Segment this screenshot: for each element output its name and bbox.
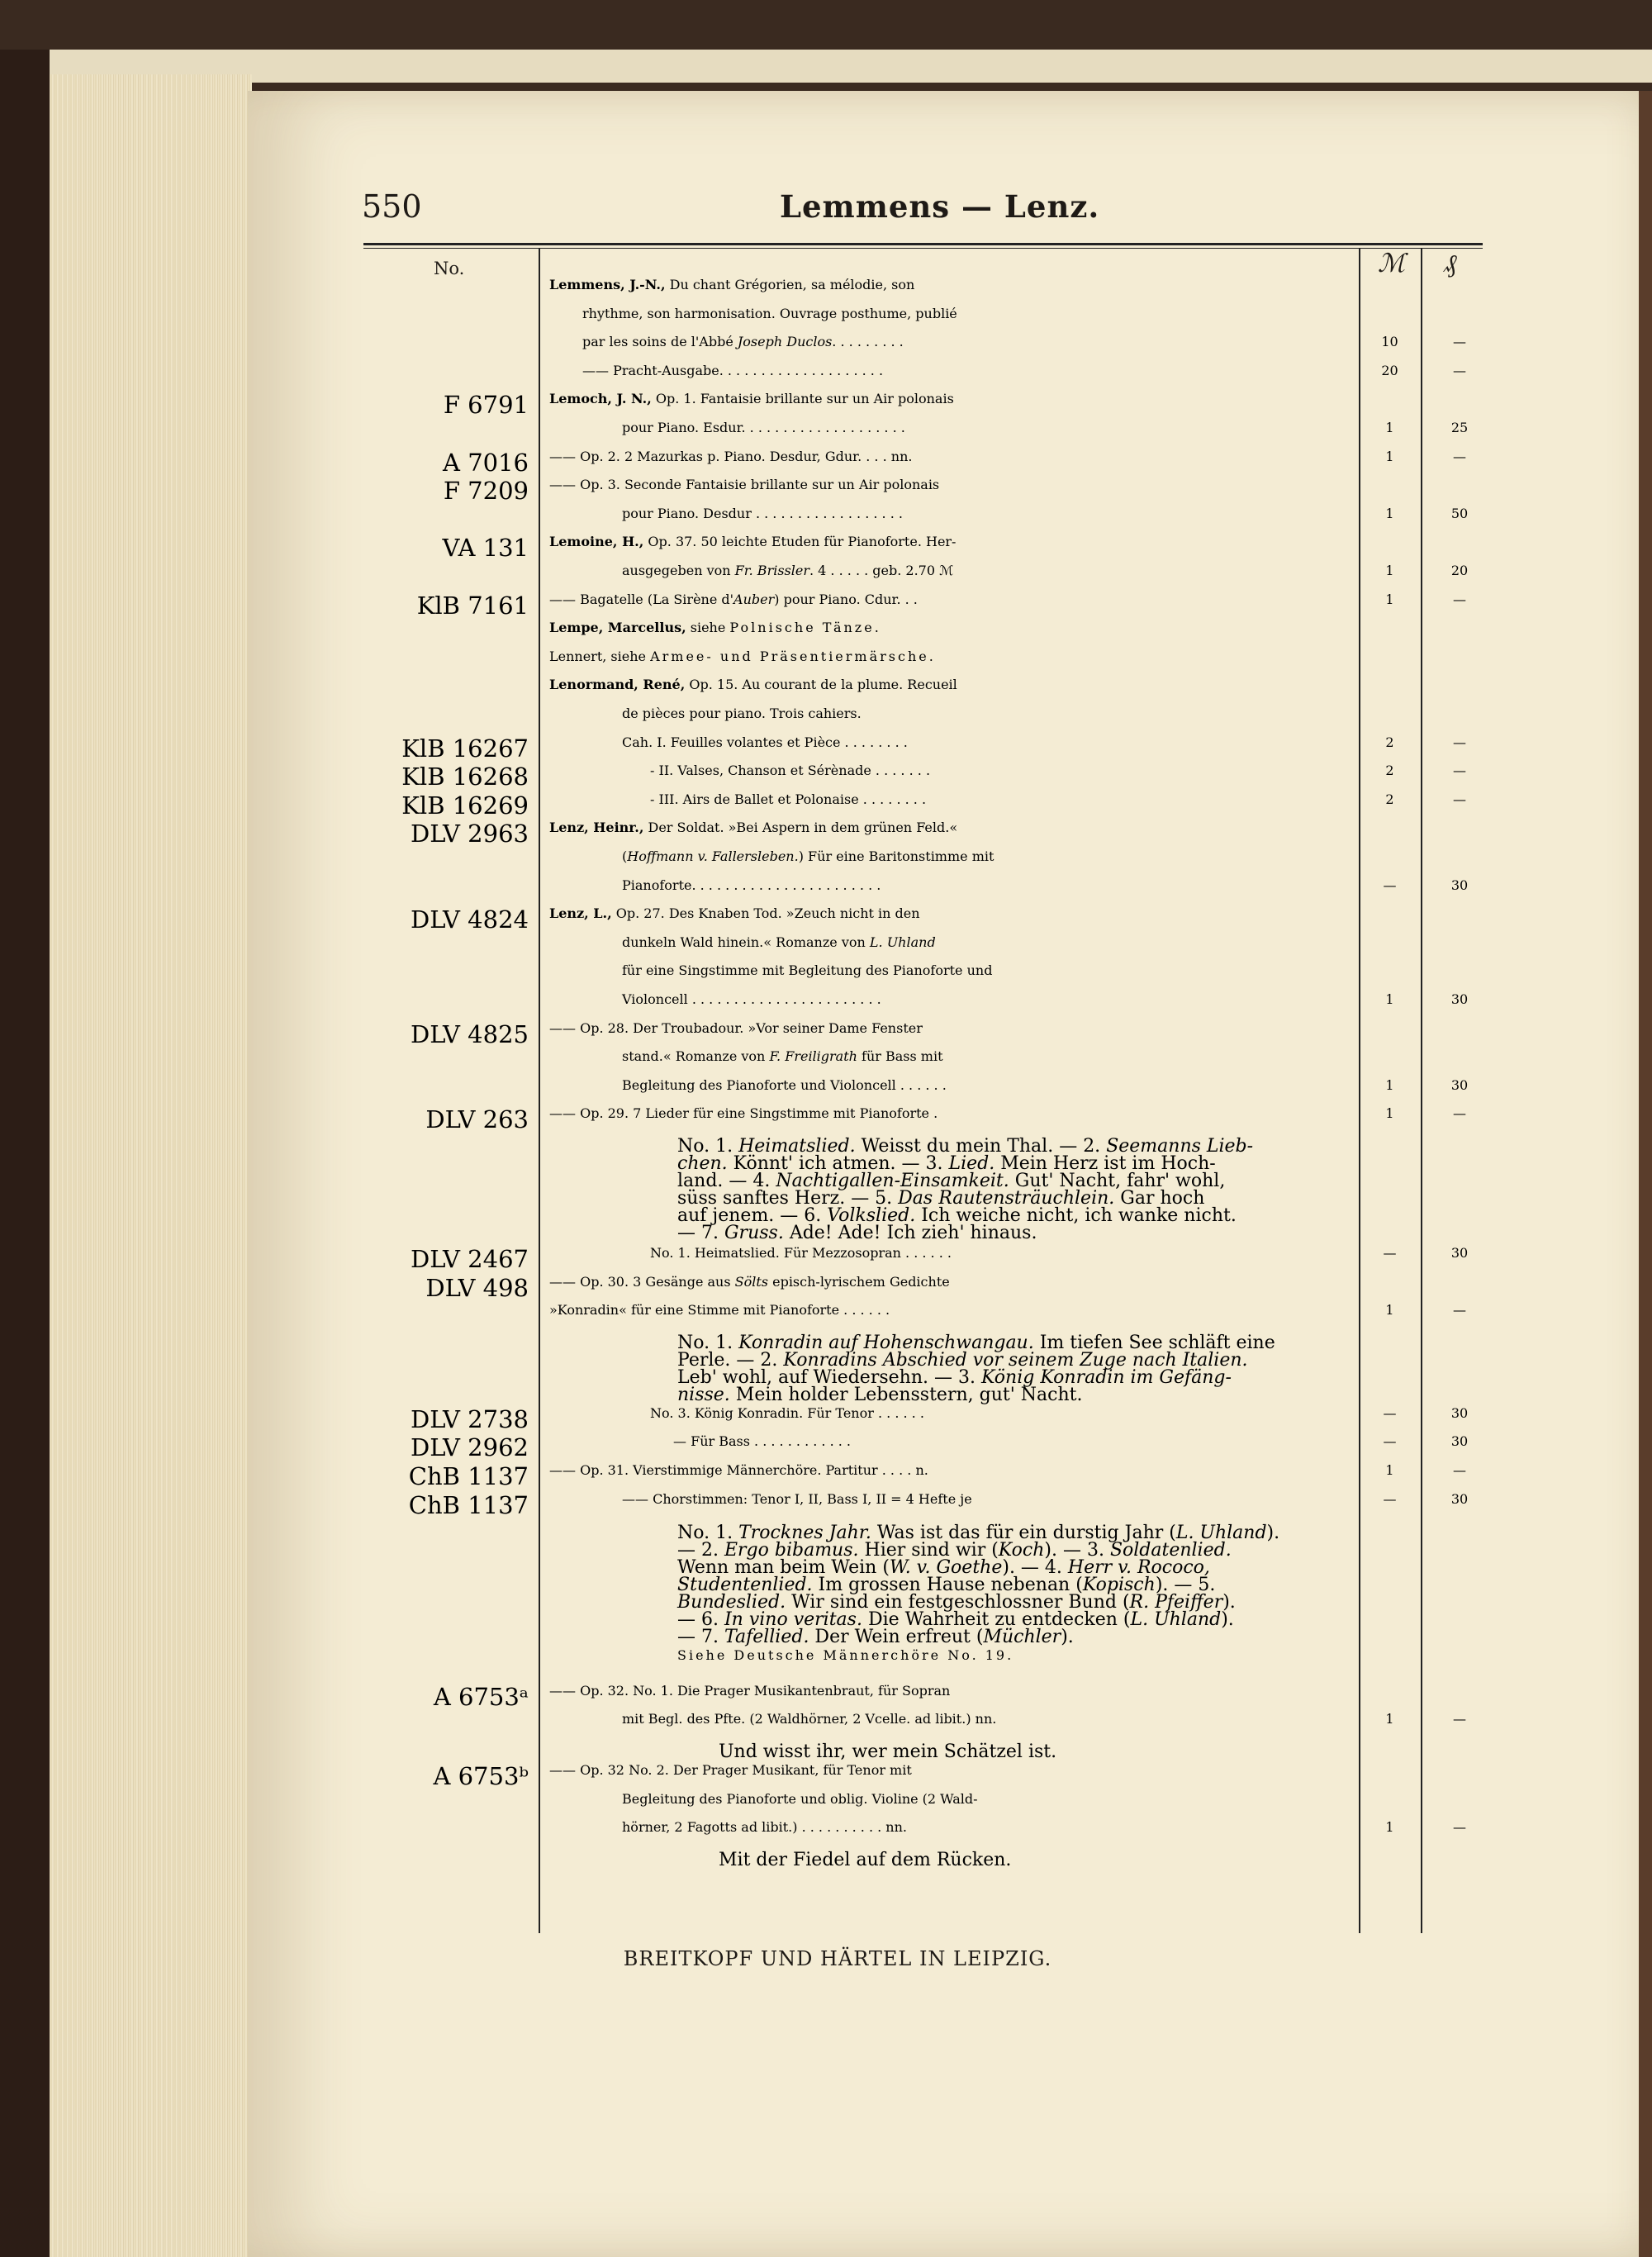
footnote-line: — 2. Ergo bibamus. Hier sind wir (Koch). — 3. Soldatenlied. bbox=[677, 1540, 1232, 1561]
catalog-number: ChB 1137 bbox=[408, 1462, 529, 1490]
entry-text: —— Op. 29. 7 Lieder für eine Singstimme mit Pianoforte . bbox=[549, 1105, 938, 1122]
column-header-pf: ₰ bbox=[1444, 249, 1457, 278]
entry-text: Lenormand, René, Op. 15. Au courant de la plume. Recueil bbox=[549, 677, 957, 693]
price-mark: 1 bbox=[1385, 591, 1394, 607]
footnote-line: nisse. Mein holder Lebensstern, gut' Nacht. bbox=[677, 1384, 1083, 1405]
entry-text: Begleitung des Pianoforte und Violoncell . . . . . . bbox=[622, 1076, 947, 1093]
footnote-line: No. 1. Trocknes Jahr. Was ist das für ein durstig Jahr (L. Uhland). bbox=[677, 1523, 1280, 1544]
price-mark: 2 bbox=[1385, 763, 1394, 779]
entry-text: Lemoch, J. N., Op. 1. Fantaisie brillante sur un Air polonais bbox=[549, 391, 954, 407]
entry-text: (Hoffmann v. Fallersleben.) Für eine Baritonstimme mit bbox=[622, 848, 995, 864]
price-pf: 30 bbox=[1450, 1076, 1469, 1093]
footnote-line: chen. Könnt' ich atmen. — 3. Lied. Mein Herz ist im Hoch- bbox=[677, 1153, 1216, 1174]
footnote-line: Studentenlied. Im grossen Hause nebenan (Kopisch). — 5. bbox=[677, 1575, 1216, 1596]
catalog-number: ChB 1137 bbox=[408, 1490, 529, 1519]
price-mark: 1 bbox=[1385, 563, 1394, 578]
footnote-line: No. 1. Konradin auf Hohenschwangau. Im tiefen See schläft eine bbox=[677, 1332, 1275, 1353]
catalog-number: DLV 4825 bbox=[410, 1019, 529, 1048]
footnote-line: — 7. Tafellied. Der Wein erfreut (Müchler). bbox=[677, 1627, 1074, 1648]
entry-text: Cah. I. Feuilles volantes et Pièce . . . . . . . . bbox=[622, 734, 908, 750]
price-pf: — bbox=[1453, 362, 1466, 378]
entry-text: pour Piano. Desdur . . . . . . . . . . . . . . . . . . bbox=[622, 505, 903, 521]
entry-text: par les soins de l'Abbé Joseph Duclos. . . . . . . . . bbox=[582, 334, 904, 350]
entry-text: No. 3. König Konradin. Für Tenor . . . . . . bbox=[650, 1404, 924, 1421]
entry-text: Violoncell . . . . . . . . . . . . . . . . . . . . . . . bbox=[622, 991, 881, 1007]
price-mark: 1 bbox=[1385, 1819, 1394, 1836]
price-mark: 1 bbox=[1385, 991, 1394, 1007]
price-mark: — bbox=[1383, 1433, 1397, 1450]
entry-text: »Konradin« für eine Stimme mit Pianoforte . . . . . . bbox=[549, 1302, 890, 1319]
footnote-line: — 6. In vino veritas. Die Wahrheit zu entdecken (L. Uhland). bbox=[677, 1609, 1234, 1631]
entry-text: — Für Bass . . . . . . . . . . . . bbox=[673, 1433, 852, 1450]
entry-text: - III. Airs de Ballet et Polonaise . . . . . . . . bbox=[650, 791, 927, 807]
entry-text: —— Op. 31. Vierstimmige Männerchöre. Partitur . . . . n. bbox=[549, 1462, 928, 1478]
column-header-no: No. bbox=[434, 259, 465, 278]
catalog-number: F 6791 bbox=[443, 391, 529, 420]
entry-text: —— Op. 2. 2 Mazurkas p. Piano. Desdur, Gdur. . . . nn. bbox=[549, 448, 913, 464]
entry-text: Lenz, Heinr., Der Soldat. »Bei Aspern in dem grünen Feld.« bbox=[549, 820, 958, 836]
entry-text: Lempe, Marcellus, siehe Polnische Tänze. bbox=[549, 620, 879, 636]
footnote-line: Und wisst ihr, wer mein Schätzel ist. bbox=[719, 1741, 1057, 1762]
entry-text: für eine Singstimme mit Begleitung des Pianoforte und bbox=[622, 962, 993, 979]
entry-text: —— Op. 28. Der Troubadour. »Vor seiner Dame Fenster bbox=[549, 1019, 923, 1036]
catalog-number: DLV 2738 bbox=[410, 1404, 529, 1433]
catalog-number: A 7016 bbox=[443, 448, 529, 477]
price-mark: — bbox=[1383, 1404, 1397, 1421]
page-number: 550 bbox=[362, 188, 422, 225]
footnote-line: Wenn man beim Wein (W. v. Goethe). — 4. Herr v. Rococo, bbox=[677, 1557, 1210, 1579]
catalog-number: DLV 2962 bbox=[410, 1433, 529, 1462]
price-pf: 30 bbox=[1450, 991, 1469, 1007]
entry-text: —— Chorstimmen: Tenor I, II, Bass I, II = 4 Hefte je bbox=[622, 1490, 972, 1507]
catalog-number: DLV 263 bbox=[425, 1105, 529, 1134]
price-mark: 2 bbox=[1385, 734, 1394, 750]
publisher-footer bbox=[0, 1947, 1652, 1970]
see-also-reference: Siehe Deutsche Männerchöre No. 19. bbox=[677, 1647, 1014, 1664]
price-mark: 1 bbox=[1385, 1302, 1394, 1319]
price-pf: — bbox=[1453, 1819, 1466, 1836]
entry-text: No. 1. Heimatslied. Für Mezzosopran . . . . . . bbox=[650, 1245, 952, 1261]
price-pf: 30 bbox=[1450, 1490, 1469, 1507]
entry-text: hörner, 2 Fagotts ad libit.) . . . . . . . . . . nn. bbox=[622, 1819, 907, 1836]
entry-text: —— Op. 3. Seconde Fantaisie brillante sur un Air polonais bbox=[549, 477, 940, 493]
entry-text: —— Bagatelle (La Sirène d'Auber) pour Piano. Cdur. . . bbox=[549, 591, 918, 607]
price-mark: — bbox=[1383, 1490, 1397, 1507]
price-pf: 30 bbox=[1450, 1433, 1469, 1450]
footnote-line: süss sanftes Herz. — 5. Das Rautensträuchlein. Gar hoch bbox=[677, 1188, 1205, 1209]
catalog-number: F 7209 bbox=[443, 477, 529, 506]
price-mark: 1 bbox=[1385, 1105, 1394, 1122]
entry-text: Lennert, siehe Armee- und Präsentiermärsche. bbox=[549, 648, 933, 664]
price-mark: 1 bbox=[1385, 448, 1394, 464]
catalog-number: KlB 16268 bbox=[401, 763, 529, 791]
catalog-number: A 6753ᵃ bbox=[433, 1682, 529, 1711]
price-pf: 25 bbox=[1450, 420, 1469, 435]
price-pf: 50 bbox=[1450, 505, 1469, 521]
catalog-number: KlB 16267 bbox=[401, 734, 529, 763]
entry-text: —— Pracht-Ausgabe. . . . . . . . . . . . . . . . . . . . bbox=[582, 362, 884, 378]
entry-text: —— Op. 32. No. 1. Die Prager Musikantenbraut, für Sopran bbox=[549, 1682, 951, 1699]
column-header-mark: ℳ bbox=[1378, 249, 1406, 278]
catalog-number: KlB 16269 bbox=[401, 791, 529, 820]
catalog-number: DLV 498 bbox=[425, 1273, 529, 1302]
footnote-line: — 7. Gruss. Ade! Ade! Ich zieh' hinaus. bbox=[677, 1223, 1037, 1243]
entry-text: —— Op. 30. 3 Gesänge aus Sölts episch-lyrischem Gedichte bbox=[549, 1273, 950, 1290]
catalog-number: DLV 2467 bbox=[410, 1245, 529, 1273]
entry-text: rhythme, son harmonisation. Ouvrage posthume, publié bbox=[582, 305, 957, 321]
price-mark: 10 bbox=[1381, 334, 1398, 350]
entry-text: dunkeln Wald hinein.« Romanze von L. Uhland bbox=[622, 934, 936, 950]
price-pf: — bbox=[1453, 734, 1466, 750]
catalog-number: VA 131 bbox=[442, 534, 529, 563]
price-pf: — bbox=[1453, 1105, 1466, 1122]
column-divider-left bbox=[539, 248, 540, 1933]
header-rule-bottom bbox=[363, 248, 1483, 249]
entry-text: pour Piano. Esdur. . . . . . . . . . . . . . . . . . . . bbox=[622, 420, 905, 435]
catalog-number: A 6753ᵇ bbox=[433, 1762, 529, 1790]
entry-text: Lemoine, H., Op. 37. 50 leichte Etuden für Pianoforte. Her- bbox=[549, 534, 957, 550]
entry-text: Lenz, L., Op. 27. Des Knaben Tod. »Zeuch nicht in den bbox=[549, 905, 920, 922]
entry-text: stand.« Romanze von F. Freiligrath für Bass mit bbox=[622, 1048, 943, 1065]
price-pf: 30 bbox=[1450, 1404, 1469, 1421]
footnote-line: Bundeslied. Wir sind ein festgeschlossner Bund (R. Pfeiffer). bbox=[677, 1592, 1236, 1613]
price-mark: 1 bbox=[1385, 1076, 1394, 1093]
entry-text: —— Op. 32 No. 2. Der Prager Musikant, für Tenor mit bbox=[549, 1762, 912, 1778]
price-mark: — bbox=[1383, 1245, 1397, 1261]
running-head: Lemmens — Lenz. bbox=[780, 188, 1100, 225]
footnote-line: land. — 4. Nachtigallen-Einsamkeit. Gut' Nacht, fahr' wohl, bbox=[677, 1171, 1226, 1191]
price-mark: 1 bbox=[1385, 1462, 1394, 1478]
catalog-number: DLV 4824 bbox=[410, 905, 529, 934]
price-pf: 30 bbox=[1450, 877, 1469, 893]
price-mark: 20 bbox=[1381, 362, 1398, 378]
price-mark: 1 bbox=[1385, 505, 1394, 521]
price-pf: — bbox=[1453, 1302, 1466, 1319]
price-pf: — bbox=[1453, 448, 1466, 464]
entry-text: Lemmens, J.-N., Du chant Grégorien, sa mélodie, son bbox=[549, 277, 915, 292]
price-pf: — bbox=[1453, 1711, 1466, 1727]
page-edges bbox=[50, 74, 252, 2257]
catalog-number: KlB 7161 bbox=[416, 591, 529, 620]
price-mark: — bbox=[1383, 877, 1397, 893]
price-pf: — bbox=[1453, 591, 1466, 607]
price-pf: — bbox=[1453, 791, 1466, 807]
price-mark: 1 bbox=[1385, 1711, 1394, 1727]
catalog-number: DLV 2963 bbox=[410, 820, 529, 848]
footer-text: BREITKOPF UND HÄRTEL IN LEIPZIG. bbox=[623, 1947, 1052, 1970]
entry-text: de pièces pour piano. Trois cahiers. bbox=[622, 706, 862, 721]
price-pf: — bbox=[1453, 334, 1466, 350]
price-pf: 20 bbox=[1450, 563, 1469, 578]
price-mark: 2 bbox=[1385, 791, 1394, 807]
price-mark: 1 bbox=[1385, 420, 1394, 435]
top-edge bbox=[50, 50, 1652, 83]
price-pf: — bbox=[1453, 763, 1466, 779]
entry-text: Pianoforte. . . . . . . . . . . . . . . . . . . . . . . bbox=[622, 877, 881, 893]
footnote-line: Mit der Fiedel auf dem Rücken. bbox=[719, 1849, 1012, 1870]
entry-text: - II. Valses, Chanson et Sérènade . . . . . . . bbox=[650, 763, 931, 779]
footnote-line: Perle. — 2. Konradins Abschied vor seinem Zuge nach Italien. bbox=[677, 1349, 1248, 1371]
entry-text: Begleitung des Pianoforte und oblig. Violine (2 Wald- bbox=[622, 1790, 978, 1807]
entry-text: mit Begl. des Pfte. (2 Waldhörner, 2 Vcelle. ad libit.) nn. bbox=[622, 1711, 997, 1727]
price-pf: 30 bbox=[1450, 1245, 1469, 1261]
header-rule-top bbox=[363, 243, 1483, 245]
right-edge bbox=[1639, 91, 1652, 2257]
price-pf: — bbox=[1453, 1462, 1466, 1478]
footnote-line: Leb' wohl, auf Wiedersehn. — 3. König Konradin im Gefäng- bbox=[677, 1366, 1232, 1388]
footnote-line: auf jenem. — 6. Volkslied. Ich weiche nicht, ich wanke nicht. bbox=[677, 1205, 1237, 1226]
entry-text: ausgegeben von Fr. Brissler. 4 . . . . . geb. 2.70 ℳ bbox=[622, 563, 954, 578]
footnote-line: No. 1. Heimatslied. Weisst du mein Thal. — 2. Seemanns Lieb- bbox=[677, 1136, 1254, 1157]
